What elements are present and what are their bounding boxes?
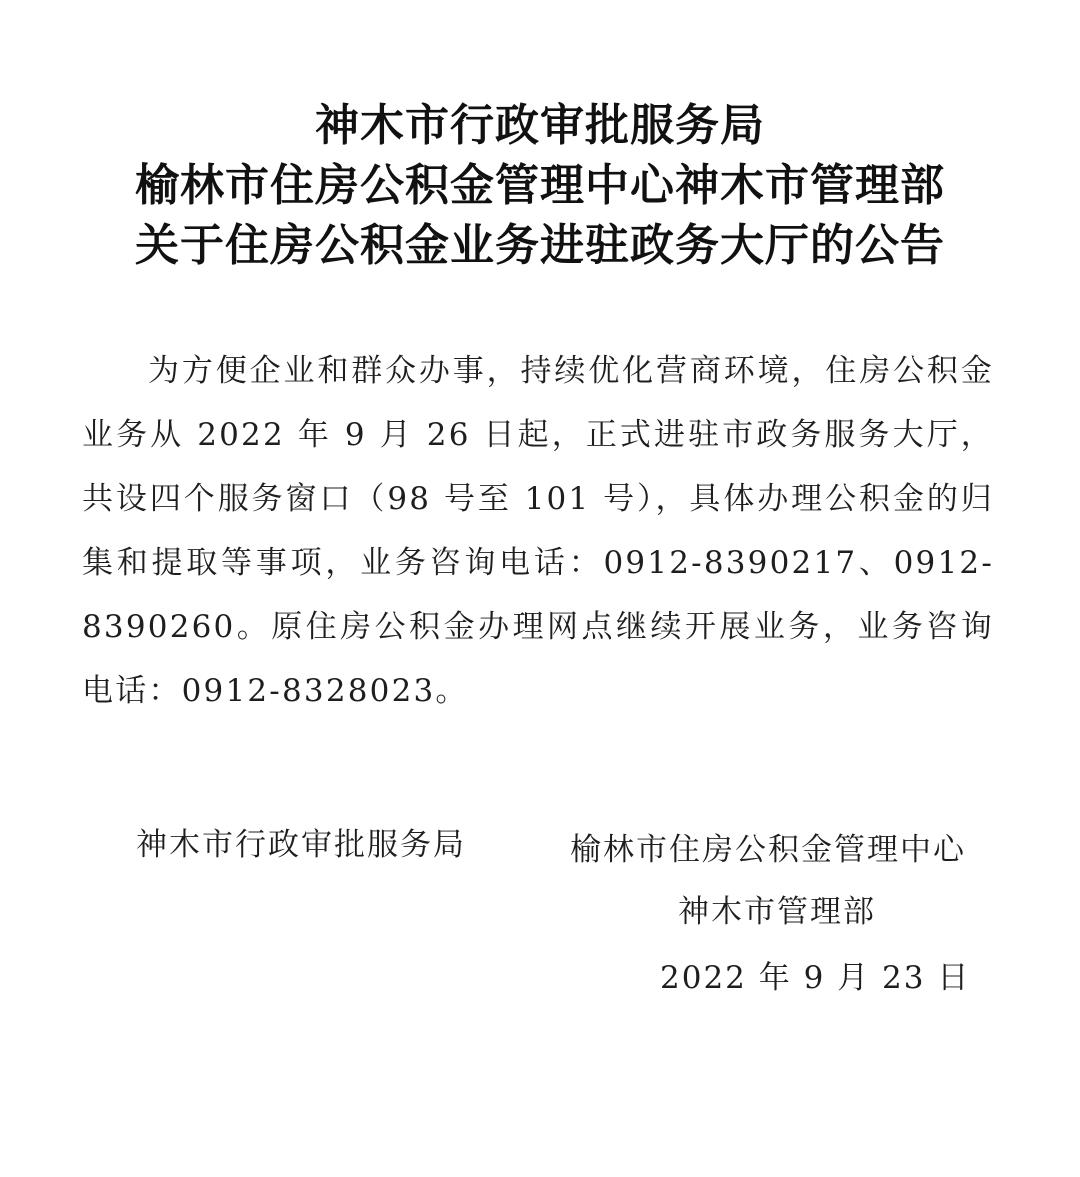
- title-line-subject: 关于住房公积金业务进驻政务大厅的公告: [135, 220, 945, 271]
- signature-right-org-line1: 榆林市住房公积金管理中心: [570, 832, 966, 868]
- signature-right-org-line2: 神木市管理部: [678, 894, 876, 930]
- signature-right-block: [570, 820, 990, 1008]
- notice-title: [60, 96, 1020, 276]
- title-line-issuer: 神木市行政审批服务局: [315, 100, 765, 151]
- title-line-co-issuer: 榆林市住房公积金管理中心神木市管理部: [135, 160, 945, 211]
- notice-date: 2022 年 9 月 23 日: [660, 960, 971, 996]
- signature-left-org: 神木市行政审批服务局: [136, 827, 466, 863]
- notice-body: 为方便企业和群众办事，持续优化营商环境，住房公积金业务从 2022 年 9 月 26 日起，正式进驻市政务服务大厅，共设四个服务窗口（98 号至 101 号），具体办理公积金的归集和提取等事项，业务咨询电话：0912-8390217、0912-8390260。原住房公积金办理网点继续开展业务，业务咨询电话：0912-8328023。: [82, 353, 994, 709]
